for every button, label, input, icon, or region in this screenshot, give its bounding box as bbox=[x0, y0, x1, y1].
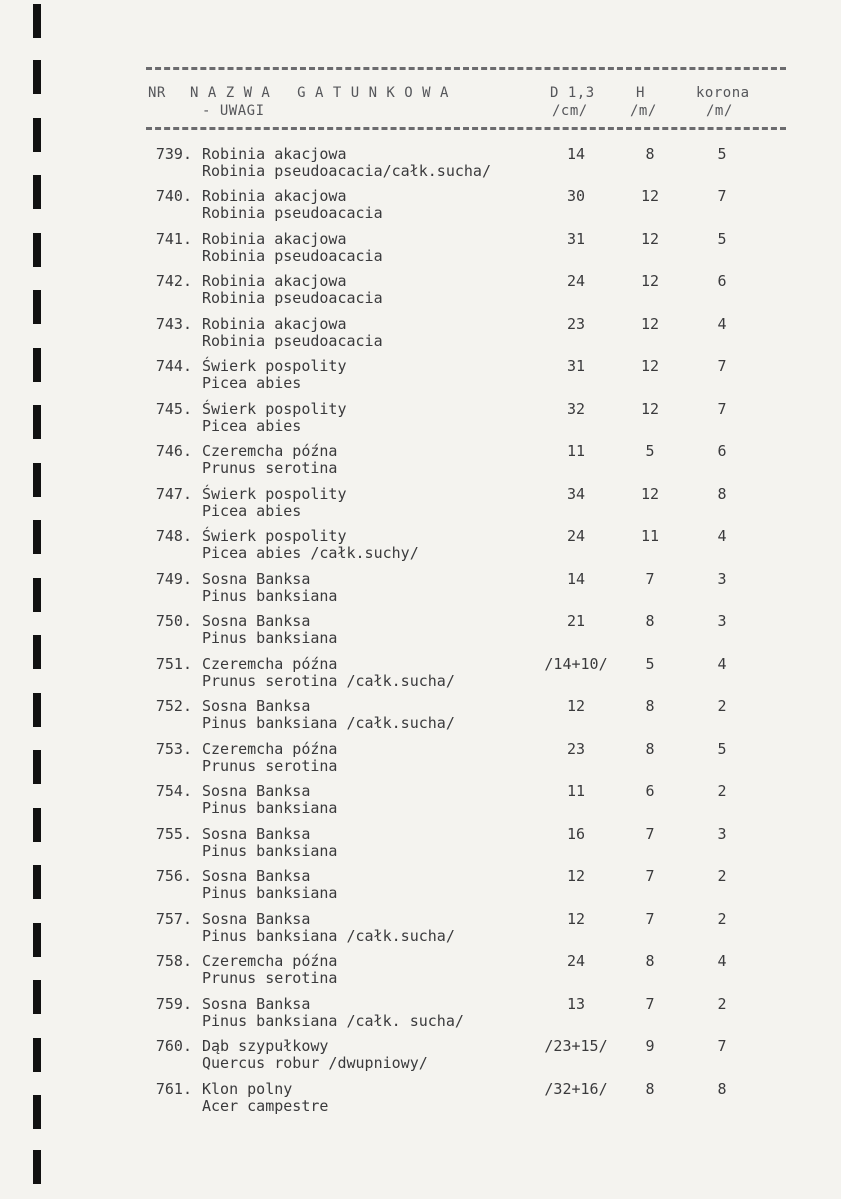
diameter-value: 14 bbox=[566, 145, 586, 163]
table-row bbox=[0, 910, 841, 952]
diameter-value: 21 bbox=[566, 612, 586, 630]
table-row bbox=[0, 782, 841, 824]
header-height-unit: /m/ bbox=[630, 103, 657, 119]
row-number: 751. bbox=[155, 655, 192, 673]
diameter-value: 24 bbox=[566, 272, 586, 290]
diameter-value: 13 bbox=[566, 995, 586, 1013]
crown-value: 8 bbox=[717, 485, 727, 503]
species-latin: Pinus banksiana /całk.sucha/ bbox=[202, 927, 455, 945]
height-value: 8 bbox=[645, 740, 655, 758]
row-number: 753. bbox=[155, 740, 192, 758]
table-row bbox=[0, 867, 841, 909]
diameter-value: 16 bbox=[566, 825, 586, 843]
header-species-name: N A Z W A G A T U N K O W A bbox=[190, 85, 449, 101]
crown-value: 3 bbox=[717, 612, 727, 630]
species-name: Czeremcha późna bbox=[202, 952, 338, 970]
height-value: 12 bbox=[640, 315, 660, 333]
row-number: 756. bbox=[155, 867, 192, 885]
crown-value: 5 bbox=[717, 145, 727, 163]
crown-value: 8 bbox=[717, 1080, 727, 1098]
row-number: 744. bbox=[155, 357, 192, 375]
header-bottom-rule bbox=[146, 127, 786, 130]
table-row bbox=[0, 145, 841, 187]
table-row bbox=[0, 187, 841, 229]
row-number: 742. bbox=[155, 272, 192, 290]
species-name: Robinia akacjowa bbox=[202, 145, 347, 163]
table-row bbox=[0, 740, 841, 782]
crown-value: 4 bbox=[717, 952, 727, 970]
crown-value: 2 bbox=[717, 995, 727, 1013]
table-row bbox=[0, 315, 841, 357]
species-name: Sosna Banksa bbox=[202, 782, 311, 800]
row-number: 755. bbox=[155, 825, 192, 843]
crown-value: 6 bbox=[717, 272, 727, 290]
species-latin: Acer campestre bbox=[202, 1097, 329, 1115]
crown-value: 7 bbox=[717, 1037, 727, 1055]
species-name: Robinia akacjowa bbox=[202, 230, 347, 248]
species-latin: Robinia pseudoacacia/całk.sucha/ bbox=[202, 162, 491, 180]
diameter-value: 11 bbox=[566, 442, 586, 460]
row-number: 745. bbox=[155, 400, 192, 418]
diameter-value: 30 bbox=[566, 187, 586, 205]
table-row bbox=[0, 995, 841, 1037]
table-row bbox=[0, 527, 841, 569]
species-name: Sosna Banksa bbox=[202, 995, 311, 1013]
height-value: 12 bbox=[640, 272, 660, 290]
species-latin: Robinia pseudoacacia bbox=[202, 289, 383, 307]
binder-mark bbox=[33, 60, 41, 94]
species-latin: Quercus robur /dwupniowy/ bbox=[202, 1054, 428, 1072]
species-name: Świerk pospolity bbox=[202, 527, 347, 545]
species-latin: Picea abies /całk.suchy/ bbox=[202, 544, 419, 562]
row-number: 752. bbox=[155, 697, 192, 715]
species-name: Dąb szypułkowy bbox=[202, 1037, 329, 1055]
species-latin: Pinus banksiana bbox=[202, 884, 338, 902]
species-latin: Picea abies bbox=[202, 417, 302, 435]
table-row bbox=[0, 357, 841, 399]
crown-value: 7 bbox=[717, 400, 727, 418]
species-latin: Prunus serotina bbox=[202, 757, 338, 775]
species-latin: Prunus serotina bbox=[202, 969, 338, 987]
species-name: Sosna Banksa bbox=[202, 697, 311, 715]
height-value: 12 bbox=[640, 187, 660, 205]
diameter-value: /14+10/ bbox=[544, 655, 608, 673]
crown-value: 4 bbox=[717, 655, 727, 673]
species-name: Sosna Banksa bbox=[202, 910, 311, 928]
header-remarks: - UWAGI bbox=[202, 103, 265, 119]
row-number: 740. bbox=[155, 187, 192, 205]
table-row bbox=[0, 612, 841, 654]
binder-mark bbox=[33, 1150, 41, 1184]
header-nr: NR bbox=[148, 85, 166, 101]
crown-value: 6 bbox=[717, 442, 727, 460]
diameter-value: 23 bbox=[566, 740, 586, 758]
height-value: 12 bbox=[640, 357, 660, 375]
crown-value: 5 bbox=[717, 230, 727, 248]
crown-value: 2 bbox=[717, 697, 727, 715]
table-row bbox=[0, 697, 841, 739]
diameter-value: 31 bbox=[566, 230, 586, 248]
height-value: 8 bbox=[645, 145, 655, 163]
row-number: 757. bbox=[155, 910, 192, 928]
row-number: 754. bbox=[155, 782, 192, 800]
species-name: Robinia akacjowa bbox=[202, 272, 347, 290]
species-name: Sosna Banksa bbox=[202, 570, 311, 588]
diameter-value: 12 bbox=[566, 867, 586, 885]
height-value: 8 bbox=[645, 1080, 655, 1098]
row-number: 748. bbox=[155, 527, 192, 545]
table-row bbox=[0, 400, 841, 442]
diameter-value: 12 bbox=[566, 910, 586, 928]
height-value: 9 bbox=[645, 1037, 655, 1055]
table-row bbox=[0, 442, 841, 484]
height-value: 12 bbox=[640, 230, 660, 248]
species-name: Świerk pospolity bbox=[202, 400, 347, 418]
species-latin: Picea abies bbox=[202, 374, 302, 392]
diameter-value: 32 bbox=[566, 400, 586, 418]
crown-value: 7 bbox=[717, 357, 727, 375]
row-number: 761. bbox=[155, 1080, 192, 1098]
row-number: 747. bbox=[155, 485, 192, 503]
height-value: 8 bbox=[645, 612, 655, 630]
diameter-value: /32+16/ bbox=[544, 1080, 608, 1098]
diameter-value: /23+15/ bbox=[544, 1037, 608, 1055]
crown-value: 3 bbox=[717, 570, 727, 588]
crown-value: 4 bbox=[717, 527, 727, 545]
header-crown-unit: /m/ bbox=[706, 103, 733, 119]
height-value: 5 bbox=[645, 442, 655, 460]
header-diameter-unit: /cm/ bbox=[552, 103, 588, 119]
height-value: 8 bbox=[645, 697, 655, 715]
species-latin: Pinus banksiana /całk.sucha/ bbox=[202, 714, 455, 732]
table-row bbox=[0, 655, 841, 697]
row-number: 743. bbox=[155, 315, 192, 333]
species-latin: Pinus banksiana bbox=[202, 587, 338, 605]
height-value: 5 bbox=[645, 655, 655, 673]
height-value: 7 bbox=[645, 867, 655, 885]
row-number: 759. bbox=[155, 995, 192, 1013]
species-name: Sosna Banksa bbox=[202, 867, 311, 885]
species-latin: Pinus banksiana bbox=[202, 842, 338, 860]
diameter-value: 12 bbox=[566, 697, 586, 715]
diameter-value: 24 bbox=[566, 952, 586, 970]
table-row bbox=[0, 1080, 841, 1122]
crown-value: 3 bbox=[717, 825, 727, 843]
species-latin: Prunus serotina bbox=[202, 459, 338, 477]
header-height: H bbox=[636, 85, 645, 101]
height-value: 12 bbox=[640, 400, 660, 418]
height-value: 11 bbox=[640, 527, 660, 545]
height-value: 7 bbox=[645, 570, 655, 588]
height-value: 7 bbox=[645, 825, 655, 843]
table-row bbox=[0, 272, 841, 314]
species-latin: Pinus banksiana bbox=[202, 799, 338, 817]
row-number: 760. bbox=[155, 1037, 192, 1055]
species-name: Świerk pospolity bbox=[202, 357, 347, 375]
diameter-value: 31 bbox=[566, 357, 586, 375]
species-latin: Pinus banksiana bbox=[202, 629, 338, 647]
species-name: Świerk pospolity bbox=[202, 485, 347, 503]
crown-value: 5 bbox=[717, 740, 727, 758]
diameter-value: 11 bbox=[566, 782, 586, 800]
crown-value: 7 bbox=[717, 187, 727, 205]
crown-value: 4 bbox=[717, 315, 727, 333]
row-number: 741. bbox=[155, 230, 192, 248]
row-number: 739. bbox=[155, 145, 192, 163]
diameter-value: 34 bbox=[566, 485, 586, 503]
table-row bbox=[0, 485, 841, 527]
species-name: Czeremcha późna bbox=[202, 740, 338, 758]
row-number: 758. bbox=[155, 952, 192, 970]
species-name: Sosna Banksa bbox=[202, 825, 311, 843]
height-value: 12 bbox=[640, 485, 660, 503]
species-latin: Picea abies bbox=[202, 502, 302, 520]
diameter-value: 14 bbox=[566, 570, 586, 588]
height-value: 7 bbox=[645, 995, 655, 1013]
header-crown: korona bbox=[696, 85, 750, 101]
height-value: 8 bbox=[645, 952, 655, 970]
species-name: Czeremcha późna bbox=[202, 442, 338, 460]
crown-value: 2 bbox=[717, 910, 727, 928]
crown-value: 2 bbox=[717, 867, 727, 885]
header-diameter: D 1,3 bbox=[550, 85, 595, 101]
table-row bbox=[0, 952, 841, 994]
header-top-rule bbox=[146, 67, 786, 70]
row-number: 750. bbox=[155, 612, 192, 630]
row-number: 749. bbox=[155, 570, 192, 588]
species-name: Klon polny bbox=[202, 1080, 293, 1098]
species-name: Czeremcha późna bbox=[202, 655, 338, 673]
diameter-value: 23 bbox=[566, 315, 586, 333]
species-latin: Robinia pseudoacacia bbox=[202, 332, 383, 350]
height-value: 7 bbox=[645, 910, 655, 928]
table-row bbox=[0, 570, 841, 612]
species-name: Sosna Banksa bbox=[202, 612, 311, 630]
row-number: 746. bbox=[155, 442, 192, 460]
species-name: Robinia akacjowa bbox=[202, 187, 347, 205]
species-latin: Robinia pseudoacacia bbox=[202, 247, 383, 265]
species-latin: Prunus serotina /całk.sucha/ bbox=[202, 672, 455, 690]
diameter-value: 24 bbox=[566, 527, 586, 545]
binder-mark bbox=[33, 4, 41, 38]
crown-value: 2 bbox=[717, 782, 727, 800]
species-latin: Robinia pseudoacacia bbox=[202, 204, 383, 222]
species-name: Robinia akacjowa bbox=[202, 315, 347, 333]
table-row bbox=[0, 825, 841, 867]
table-row bbox=[0, 1037, 841, 1079]
species-latin: Pinus banksiana /całk. sucha/ bbox=[202, 1012, 464, 1030]
table-row bbox=[0, 230, 841, 272]
height-value: 6 bbox=[645, 782, 655, 800]
